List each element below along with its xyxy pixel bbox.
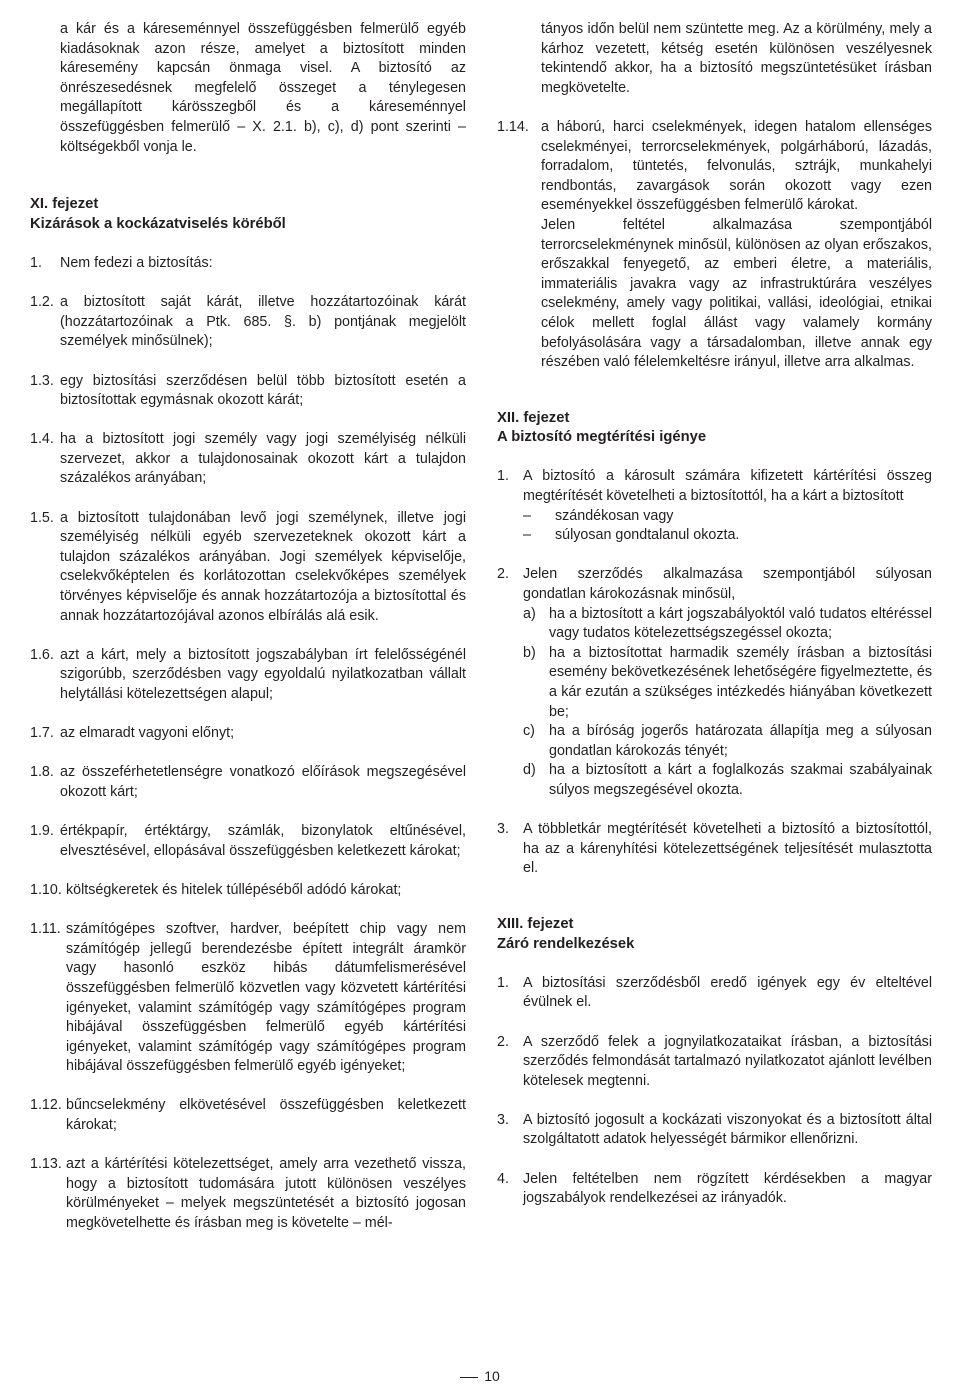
item-text: A biztosítási szerződésből eredő igények egy év elteltével évülnek el. bbox=[523, 974, 932, 1011]
item-number: 1.4. bbox=[30, 431, 54, 448]
item-text: a biztosított tulajdonában levő jogi személynek, illetve jogi személyiség nélküli egyéb szervezeteknek okozott kárt a tulajdon százalékos arányában. Jogi személyek képviselője, cselekvőképtelen és korlátozottan cselekvőképes személyek törvényes képviselője és annak hozzátartozója a biztosítottal és annak hozzátartozójával azonos elbírálás alá esik. bbox=[60, 509, 466, 624]
left-column bbox=[30, 20, 466, 1234]
chapter-xiii-subtitle: Záró rendelkezések bbox=[497, 935, 635, 952]
list-item bbox=[30, 920, 466, 1077]
chapter-xi-title: XI. fejezet bbox=[30, 196, 99, 213]
sub-item bbox=[523, 761, 932, 800]
item-text: egy biztosítási szerződésen belül több biztosított esetén a biztosítottak egymásnak okozott kárát; bbox=[60, 372, 466, 409]
item-text: A biztosító jogosult a kockázati viszonyokat és a biztosított által szolgáltatott adatok helyességét bármikor ellenőrizni. bbox=[523, 1111, 932, 1148]
sub-item bbox=[523, 644, 932, 722]
item-text-main: Jelen szerződés alkalmazása szempontjából súlyosan gondatlan károkozásnak minősül, bbox=[523, 566, 932, 603]
list-item bbox=[30, 822, 466, 861]
item-number: 1.14. bbox=[497, 118, 529, 135]
item-text: Jelen feltételben nem rögzített kérdésekben a magyar jogszabályok rendelkezései az irányadók. bbox=[523, 1170, 932, 1207]
item-number: 1.5. bbox=[30, 509, 54, 526]
list-item bbox=[497, 1033, 932, 1092]
item-text-part-1: a háború, harci cselekmények, idegen hatalom ellenséges cselekményei, terrorcselekmények, polgárháború, lázadás, forradalom, tüntetés, felvonulás, sztrájk, munkahelyi rendbontás, zavargások során okozott vagy ezen eseményekkel összefüggésben felmerülő károkat. bbox=[541, 118, 932, 214]
item-text: számítógépes szoftver, hardver, beépített chip vagy nem számítógép jellegű berendezésbe épített integrált áramkör vagy hasonló eszköz hibás dátumfelismerésével összefüggésben felmerülő közvetlen vagy közvetett kártérítési igényeket, valamint számítógép vagy számítógépes program hibájával összefüggésben felmerülő egyéb kártérítési igényeket, valamint számítógép vagy számítógépes program hibájával összefüggésben felmerülő egyéb igényeket; bbox=[66, 921, 466, 1075]
item-number: 1.10. bbox=[30, 881, 62, 898]
item-text: Nem fedezi a biztosítás: bbox=[60, 254, 213, 271]
sub-item bbox=[523, 605, 932, 644]
dash-text: súlyosan gondtalanul okozta. bbox=[555, 527, 740, 544]
item-text: a biztosított saját kárát, illetve hozzátartozóinak kárát (hozzátartozóinak a Ptk. 685. §. b) pontjának megjelölt személyek minősülnek); bbox=[60, 294, 466, 350]
list-item bbox=[30, 430, 466, 489]
sub-letter: a) bbox=[523, 605, 536, 622]
sub-item bbox=[523, 722, 932, 761]
list-item bbox=[30, 254, 466, 274]
item-text: azt a kárt, mely a biztosított jogszabályban írt felelősségénél szigorúbb, szerződésben vagy egyoldalú nyilatkozatban vállalt helytállási kötelezettségen alapul; bbox=[60, 646, 466, 702]
item-text-main: A biztosító a károsult számára kifizetett kártérítési összeg megtérítését követelheti a biztosítottól, ha a kárt a biztosított bbox=[523, 468, 932, 505]
page-number-rule bbox=[460, 1377, 478, 1378]
dash-mark: – bbox=[523, 507, 531, 524]
item-text-part-2: Jelen feltétel alkalmazása szempontjából terrorcselekménynek minősül, különösen az olyan erőszakos, erőszakkal fenyegető, az emberi életre, a materiális, immateriális javakra vagy az infrastruktúrára veszélyes cselekmény, amely vagy politikai, vallási, ideológiai, etnikai célok mellett foglal állást vagy valamely kormány befolyásolására vagy a társadalomban, illetve annak egy részében való félelemkeltésre irányul, illetve arra alkalmas. bbox=[541, 216, 932, 371]
list-item bbox=[497, 118, 932, 373]
item-number: 1.8. bbox=[30, 764, 54, 781]
item-text: ha a biztosított jogi személy vagy jogi személyiség nélküli szervezet, akkor a tulajdonosainak okozott kárt a tulajdon százalékos arányában; bbox=[60, 431, 466, 487]
item-number: 1.3. bbox=[30, 372, 54, 389]
item-number: 1.7. bbox=[30, 725, 54, 742]
list-item bbox=[30, 372, 466, 411]
item-text: A többletkár megtérítését követelheti a biztosító a biztosítottól, ha az a kárenyhítési kötelezettségének teljesítését mulasztotta el. bbox=[523, 821, 932, 877]
item-number: 1.13. bbox=[30, 1156, 62, 1173]
chapter-xiii-title: XIII. fejezet bbox=[497, 915, 574, 932]
item-text: értékpapír, értéktárgy, számlák, bizonylatok eltűnésével, elvesztésével, ellopásával összefüggésben keletkezett károkat; bbox=[60, 823, 466, 859]
sub-letter: c) bbox=[523, 723, 535, 740]
item-number: 1. bbox=[30, 254, 42, 271]
item-number: 4. bbox=[497, 1170, 509, 1187]
continuation-paragraph: tányos időn belül nem szüntette meg. Az a körülmény, mely a kárhoz vezetett, kétség esetén különösen veszélyesnek tekintendő akkor, ha a biztosító megszüntetésüket írásban megkövetelte. bbox=[541, 21, 932, 96]
chapter-xi-heading bbox=[30, 195, 466, 234]
item-number: 1.6. bbox=[30, 646, 54, 663]
chapter-xii-title: XII. fejezet bbox=[497, 409, 570, 426]
page-number bbox=[0, 1368, 960, 1384]
list-item bbox=[497, 467, 932, 545]
item-text: az összeférhetetlenségre vonatkozó előírások megszegésével okozott kárt; bbox=[60, 764, 466, 800]
list-item bbox=[30, 881, 466, 901]
item-number: 3. bbox=[497, 821, 509, 838]
dash-mark: – bbox=[523, 527, 531, 544]
list-item bbox=[497, 1170, 932, 1209]
item-number: 1.9. bbox=[30, 823, 54, 840]
list-item bbox=[30, 509, 466, 627]
list-item bbox=[30, 293, 466, 352]
sub-text: ha a biztosítottat harmadik személy írásban a biztosítási esemény bekövetkezésének lehetőségére figyelmeztette, és a kár ezután a szükséges intézkedés hiányában következett be; bbox=[549, 644, 932, 720]
chapter-xi-subtitle: Kizárások a kockázatviselés köréből bbox=[30, 215, 286, 232]
chapter-xii-subtitle: A biztosító megtérítési igénye bbox=[497, 429, 707, 446]
item-number: 1.2. bbox=[30, 294, 54, 311]
list-item bbox=[30, 646, 466, 705]
dash-item bbox=[523, 526, 932, 546]
item-number: 2. bbox=[497, 1033, 509, 1050]
item-text bbox=[541, 118, 932, 373]
item-number: 2. bbox=[497, 566, 509, 583]
item-text bbox=[523, 467, 932, 545]
list-item bbox=[497, 820, 932, 879]
chapter-xiii-heading bbox=[497, 915, 932, 954]
item-text: az elmaradt vagyoni előnyt; bbox=[60, 725, 235, 742]
sub-letter: b) bbox=[523, 644, 536, 661]
intro-paragraph: a kár és a káreseménnyel összefüggésben felmerülő egyéb kiadásoknak azon része, amelyet a biztosított minden káresemény kapcsán önmaga visel. A biztosító az önrészesedésnek megfelelő összeget a ténylegesen megállapított kárösszegből és a káreseménnyel összefüggésben felmerülő – X. 2.1. b), c), d) pont szerinti – költségekből vonja le. bbox=[60, 21, 466, 155]
list-item bbox=[30, 763, 466, 802]
item-number: 1.11. bbox=[30, 921, 61, 938]
page-number-value: 10 bbox=[484, 1368, 500, 1384]
item-number: 1.12. bbox=[30, 1097, 62, 1114]
dash-item bbox=[523, 507, 932, 527]
list-item bbox=[497, 1111, 932, 1150]
item-text: bűncselekmény elkövetésével összefüggésben keletkezett károkat; bbox=[66, 1097, 466, 1134]
item-number: 1. bbox=[497, 468, 509, 485]
right-column bbox=[497, 20, 932, 1209]
item-text bbox=[523, 565, 932, 800]
item-number: 1. bbox=[497, 974, 509, 991]
list-item bbox=[497, 565, 932, 800]
item-text: A szerződő felek a jognyilatkozataikat írásban, a biztosítási szerződés felmondását tartalmazó nyilatkozatot ajánlott levélben kötelesek megtenni. bbox=[523, 1033, 932, 1089]
sub-text: ha a bíróság jogerős határozata állapítja meg a súlyosan gondatlan károkozás tényét; bbox=[549, 723, 932, 759]
sub-text: ha a biztosított a kárt jogszabályoktól való tudatos eltéréssel vagy tudatos kötelezettségszegéssel okozta; bbox=[549, 605, 932, 642]
list-item bbox=[30, 1155, 466, 1233]
chapter-xii-heading bbox=[497, 409, 932, 448]
item-number: 3. bbox=[497, 1111, 509, 1128]
dash-text: szándékosan vagy bbox=[555, 507, 674, 524]
list-item bbox=[497, 974, 932, 1013]
sub-letter: d) bbox=[523, 762, 536, 779]
list-item bbox=[30, 724, 466, 744]
item-text: költségkeretek és hitelek túllépéséből adódó károkat; bbox=[66, 881, 402, 898]
list-item bbox=[30, 1096, 466, 1135]
sub-text: ha a biztosított a kárt a foglalkozás szakmai szabályainak súlyos megszegésével okozta. bbox=[549, 762, 932, 798]
item-text: azt a kártérítési kötelezettséget, amely arra vezethető vissza, hogy a biztosított tudomására jutott különösen veszélyes körülményeket – melyek megszüntetését a biztosító jogosan megkövetelhette és írásban meg is követelte – mél- bbox=[66, 1156, 466, 1232]
